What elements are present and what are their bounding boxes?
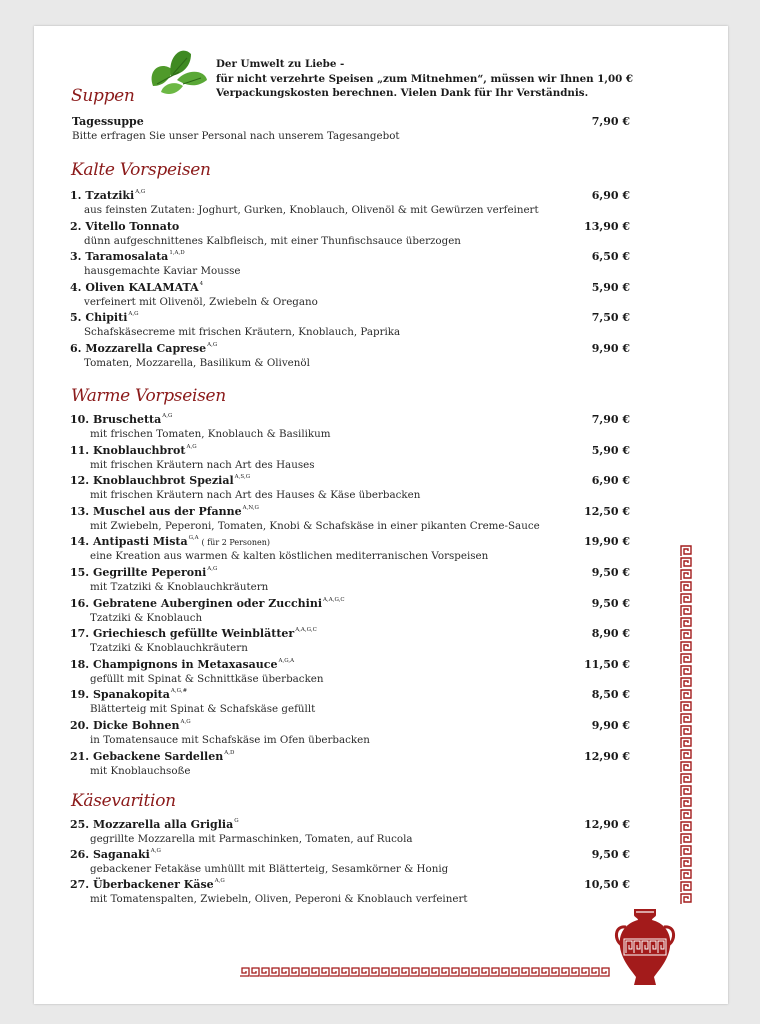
item-name xyxy=(70,189,145,202)
item-name-text: 1. Tzatziki xyxy=(70,189,135,202)
item-price: 10,50 € xyxy=(584,878,630,891)
item-description: gefüllt mit Spinat & Schnittkäse überbacken xyxy=(90,672,324,685)
item-description: Schafskäsecreme mit frischen Kräutern, Knoblauch, Paprika xyxy=(84,326,401,339)
section-title-kalte-vorspeisen: Kalte Vorspeisen xyxy=(71,160,211,180)
item-name-text: 12. Knoblauchbrot Spezial xyxy=(70,474,234,488)
item-description: mit Zwiebeln, Peperoni, Tomaten, Knobi & Schafskäse in einer pikanten Creme-Sauce xyxy=(90,519,540,532)
item-price: 11,50 € xyxy=(584,657,630,671)
item-description: hausgemachte Kaviar Mousse xyxy=(84,265,241,278)
item-description: mit frischen Tomaten, Knoblauch & Basilikum xyxy=(90,428,331,440)
allergen-codes: A,G xyxy=(150,848,161,854)
item-price: 13,90 € xyxy=(584,219,630,233)
item-name xyxy=(70,719,191,732)
item-description: verfeinert mit Olivenöl, Zwiebeln & Oregano xyxy=(84,295,318,308)
item-name-text: 14. Antipasti Mista xyxy=(70,535,188,549)
item-price: 19,90 € xyxy=(584,535,630,549)
item-name-text: 16. Gebratene Auberginen oder Zucchini xyxy=(70,596,323,610)
item-name: Tagessuppe xyxy=(72,115,144,128)
notice-line: Der Umwelt zu Liebe - xyxy=(216,58,345,70)
allergen-codes: A,G xyxy=(214,878,225,884)
section-title-kaesevarition: Käsevarition xyxy=(71,791,176,811)
item-price: 12,90 € xyxy=(584,749,630,763)
item-name xyxy=(70,250,185,263)
item-name-text: 6. Mozzarella Caprese xyxy=(70,342,207,355)
allergen-codes: A,D xyxy=(224,749,235,756)
item-name xyxy=(70,505,259,518)
item-name xyxy=(70,878,225,891)
notice-line: für nicht verzehrte Speisen „zum Mitnehmen“, müssen wir Ihnen 1,00 € xyxy=(216,72,634,85)
item-description: eine Kreation aus warmen & kalten köstlichen mediterranischen Vorspeisen xyxy=(90,550,489,563)
item-name-text: 25. Mozzarella alla Griglia xyxy=(70,818,234,831)
item-name-text: 19. Spanakopita xyxy=(70,688,170,702)
item-name xyxy=(70,281,203,294)
allergen-codes: A,G xyxy=(207,566,218,572)
item-price: 5,90 € xyxy=(591,443,630,457)
item-description: gebackener Fetakäse umhüllt mit Blätterteig, Sesamkörner & Honig xyxy=(90,863,449,875)
item-name xyxy=(70,535,270,548)
item-price: 8,50 € xyxy=(591,688,630,702)
item-name xyxy=(70,658,294,671)
allergen-codes: G xyxy=(234,818,239,824)
allergen-codes: A,G,# xyxy=(170,688,188,695)
packaging-notice xyxy=(216,57,633,101)
item-name xyxy=(70,220,179,233)
allergen-codes: 1,A,D xyxy=(169,250,185,257)
allergen-codes: A,G xyxy=(180,719,191,725)
item-price: 6,50 € xyxy=(591,250,630,264)
item-name xyxy=(70,818,239,831)
item-description: mit Tomatenspalten, Zwiebeln, Oliven, Peperoni & Knoblauch verfeinert xyxy=(90,893,468,905)
item-price: 8,90 € xyxy=(591,627,630,641)
item-name xyxy=(70,311,139,324)
item-description: Blätterteig mit Spinat & Schafskäse gefüllt xyxy=(90,703,316,716)
item-price: 7,50 € xyxy=(591,311,630,325)
item-name xyxy=(70,750,234,763)
item-name xyxy=(70,688,187,701)
item-name xyxy=(70,848,161,861)
item-name xyxy=(70,474,250,487)
item-name-text: 4. Oliven KALAMATA xyxy=(70,280,199,294)
section-title-suppen: Suppen xyxy=(71,86,135,106)
notice-line: Verpackungskosten berechnen. Vielen Dank für Ihr Verständnis. xyxy=(216,87,589,99)
item-name-text: 13. Muschel aus der Pfanne xyxy=(70,504,242,518)
item-description: aus feinsten Zutaten: Joghurt, Gurken, Knoblauch, Olivenöl & mit Gewürzen verfeinert xyxy=(84,204,539,216)
item-price: 9,90 € xyxy=(591,719,630,732)
item-name xyxy=(70,342,217,355)
item-description: Tzatziki & Knoblauchkräutern xyxy=(90,642,248,655)
basil-leaves-icon xyxy=(143,40,211,96)
item-name-text: 18. Champignons in Metaxasauce xyxy=(70,657,278,671)
item-name xyxy=(70,444,197,457)
item-name-text: 26. Saganaki xyxy=(70,848,150,861)
item-price: 9,90 € xyxy=(591,342,630,355)
item-name-text: 15. Gegrillte Peperoni xyxy=(70,566,207,579)
allergen-codes: A,S,G xyxy=(234,474,251,481)
item-price: 6,90 € xyxy=(591,189,630,202)
item-name-text: 21. Gebackene Sardellen xyxy=(70,749,224,763)
allergen-codes: A,A,G,C xyxy=(323,596,345,603)
item-name-text: 17. Griechiesch gefüllte Weinblätter xyxy=(70,627,295,641)
item-price: 9,50 € xyxy=(591,566,630,579)
allergen-codes: A,G xyxy=(186,443,197,450)
item-price: 7,90 € xyxy=(591,115,630,128)
allergen-codes: 4 xyxy=(199,280,204,287)
item-name-text: 2. Vitello Tonnato xyxy=(70,219,180,233)
item-price: 5,90 € xyxy=(591,280,630,294)
greek-key-border-vertical xyxy=(680,545,692,905)
item-description: Tomaten, Mozzarella, Basilikum & Olivenöl xyxy=(84,357,310,369)
item-name xyxy=(70,627,317,640)
item-name-text: 10. Bruschetta xyxy=(70,413,162,426)
item-price: 9,50 € xyxy=(591,848,630,861)
item-description: dünn aufgeschnittenes Kalbfleisch, mit einer Thunfischsauce überzogen xyxy=(84,234,461,247)
item-description: Tzatziki & Knoblauch xyxy=(90,611,203,624)
item-price: 12,90 € xyxy=(584,818,630,831)
item-description: mit frischen Kräutern nach Art des Hauses & Käse überbacken xyxy=(90,489,421,502)
allergen-codes: A,G,A xyxy=(278,657,295,664)
item-price: 9,50 € xyxy=(591,596,630,610)
greek-key-border-horizontal xyxy=(240,967,610,977)
item-description: Bitte erfragen Sie unser Personal nach unserem Tagesangebot xyxy=(72,130,400,142)
item-note: ( für 2 Personen) xyxy=(201,538,270,548)
item-name-text: 27. Überbackener Käse xyxy=(70,878,214,891)
item-name-text: 3. Taramosalata xyxy=(70,250,169,264)
allergen-codes: A,G xyxy=(128,311,139,318)
allergen-codes: A,A,G,C xyxy=(295,627,317,634)
allergen-codes: A,G xyxy=(207,342,218,348)
allergen-codes: G,A xyxy=(188,535,199,542)
item-price: 7,90 € xyxy=(591,413,630,426)
allergen-codes: A,G xyxy=(162,413,173,419)
amphora-icon xyxy=(612,905,678,991)
item-name-text: 20. Dicke Bohnen xyxy=(70,719,180,732)
item-description: in Tomatensauce mit Schafskäse im Ofen überbacken xyxy=(90,734,370,746)
item-name xyxy=(70,413,172,426)
section-title-warme-vorspeisen: Warme Vorpseisen xyxy=(71,386,226,406)
item-name-text: 11. Knoblauchbrot xyxy=(70,443,186,457)
item-name-text: 5. Chipiti xyxy=(70,311,128,325)
item-description: mit Tzatziki & Knoblauchkräutern xyxy=(90,581,269,593)
item-name xyxy=(70,597,345,610)
item-name xyxy=(70,566,217,579)
item-description: mit frischen Kräutern nach Art des Hauses xyxy=(90,458,315,471)
item-price: 6,90 € xyxy=(591,474,630,488)
item-description: gegrillte Mozzarella mit Parmaschinken, Tomaten, auf Rucola xyxy=(90,833,413,845)
allergen-codes: A,N,G xyxy=(242,504,259,511)
allergen-codes: A,G xyxy=(135,189,146,195)
item-price: 12,50 € xyxy=(584,504,630,518)
item-description: mit Knoblauchsoße xyxy=(90,764,191,777)
